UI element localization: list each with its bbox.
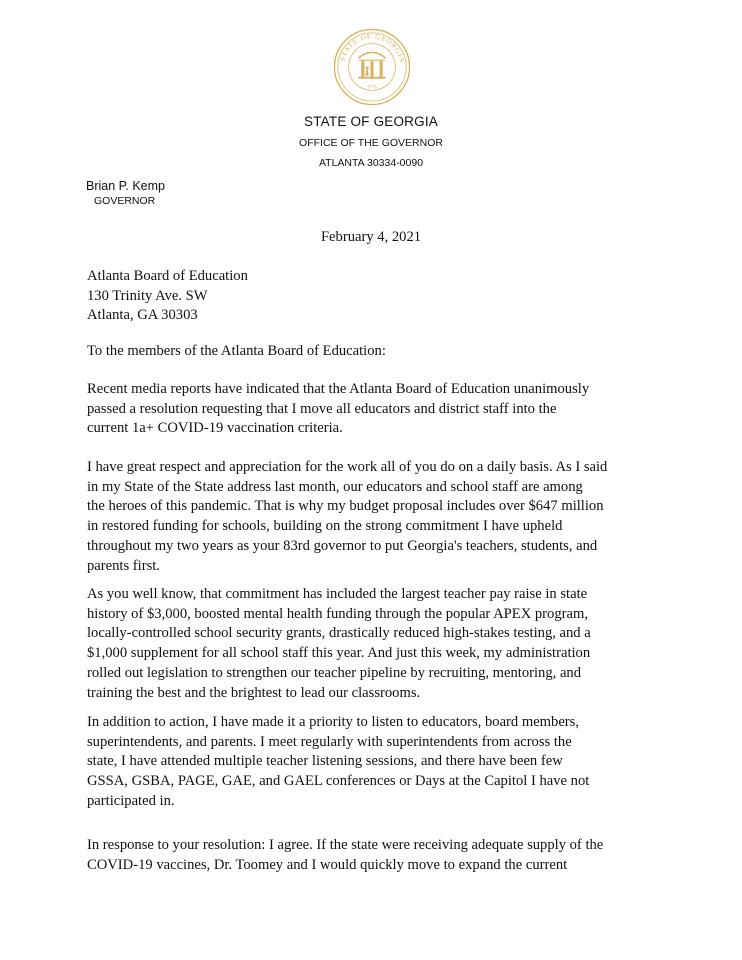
text-line: Recent media reports have indicated that the Atlanta Board of Education unanimously bbox=[87, 381, 590, 397]
address-line: 130 Trinity Ave. SW bbox=[87, 287, 208, 304]
recipient-address bbox=[87, 267, 248, 326]
letter-date: February 4, 2021 bbox=[320, 229, 422, 245]
body-paragraph bbox=[87, 836, 603, 875]
text-line: history of $3,000, boosted mental health funding through the popular APEX program, bbox=[87, 605, 588, 622]
body-paragraph bbox=[87, 380, 589, 439]
text-line: In addition to action, I have made it a priority to listen to educators, board members, bbox=[87, 714, 579, 730]
body-paragraph bbox=[87, 585, 591, 703]
text-line: locally-controlled school security grants, drastically reduced high-stakes testing, and a bbox=[87, 625, 591, 642]
governor-title: GOVERNOR bbox=[94, 195, 156, 207]
body-paragraph bbox=[87, 458, 607, 576]
text-line: current 1a+ COVID-19 vaccination criteria. bbox=[87, 420, 343, 437]
seal-ring-text: STATE OF GEORGIA bbox=[338, 32, 407, 65]
letterhead-office: OFFICE OF THE GOVERNOR bbox=[299, 137, 443, 149]
text-line: passed a resolution requesting that I move all educators and district staff into the bbox=[87, 400, 557, 417]
letterhead-city: ATLANTA 30334-0090 bbox=[318, 157, 424, 169]
text-line: GSSA, GSBA, PAGE, GAE, and GAEL conferences or Days at the Capitol I have not bbox=[87, 773, 590, 790]
text-line: in restored funding for schools, building on the strong commitment I have upheld bbox=[87, 518, 563, 535]
text-line: COVID-19 vaccines, Dr. Toomey and I would quickly move to expand the current bbox=[87, 856, 568, 873]
text-line: participated in. bbox=[87, 792, 175, 809]
text-line: state, I have attended multiple teacher listening sessions, and there have been few bbox=[87, 753, 563, 770]
letterhead-state: STATE OF GEORGIA bbox=[304, 114, 438, 129]
text-line: throughout my two years as your 83rd governor to put Georgia's teachers, students, and bbox=[87, 537, 598, 554]
text-line: $1,000 supplement for all school staff this year. And just this week, my administration bbox=[87, 645, 591, 662]
salutation: To the members of the Atlanta Board of Education: bbox=[87, 343, 386, 359]
text-line: As you well know, that commitment has included the largest teacher pay raise in state bbox=[87, 586, 588, 602]
text-line: In response to your resolution: I agree. If the state were receiving adequate supply of the bbox=[87, 837, 604, 853]
text-line: I have great respect and appreciation for the work all of you do on a daily basis. As I said bbox=[87, 459, 608, 475]
seal-year: 1776 bbox=[367, 85, 377, 91]
text-line: in my State of the State address last month, our educators and school staff are among bbox=[87, 478, 583, 495]
text-line: rolled out legislation to strengthen our teacher pipeline by recruiting, mentoring, and bbox=[87, 664, 582, 681]
address-line: Atlanta Board of Education bbox=[87, 268, 248, 284]
address-line: Atlanta, GA 30303 bbox=[87, 307, 198, 323]
text-line: training the best and the brightest to lead our classrooms. bbox=[87, 684, 421, 701]
body-paragraph bbox=[87, 713, 589, 812]
state-seal-icon bbox=[333, 28, 411, 106]
text-line: superintendents, and parents. I meet regularly with superintendents from across the bbox=[87, 733, 572, 750]
text-line: the heroes of this pandemic. That is why my budget proposal includes over $647 million bbox=[87, 498, 604, 515]
governor-name: Brian P. Kemp bbox=[86, 179, 165, 193]
text-line: parents first. bbox=[87, 557, 160, 574]
